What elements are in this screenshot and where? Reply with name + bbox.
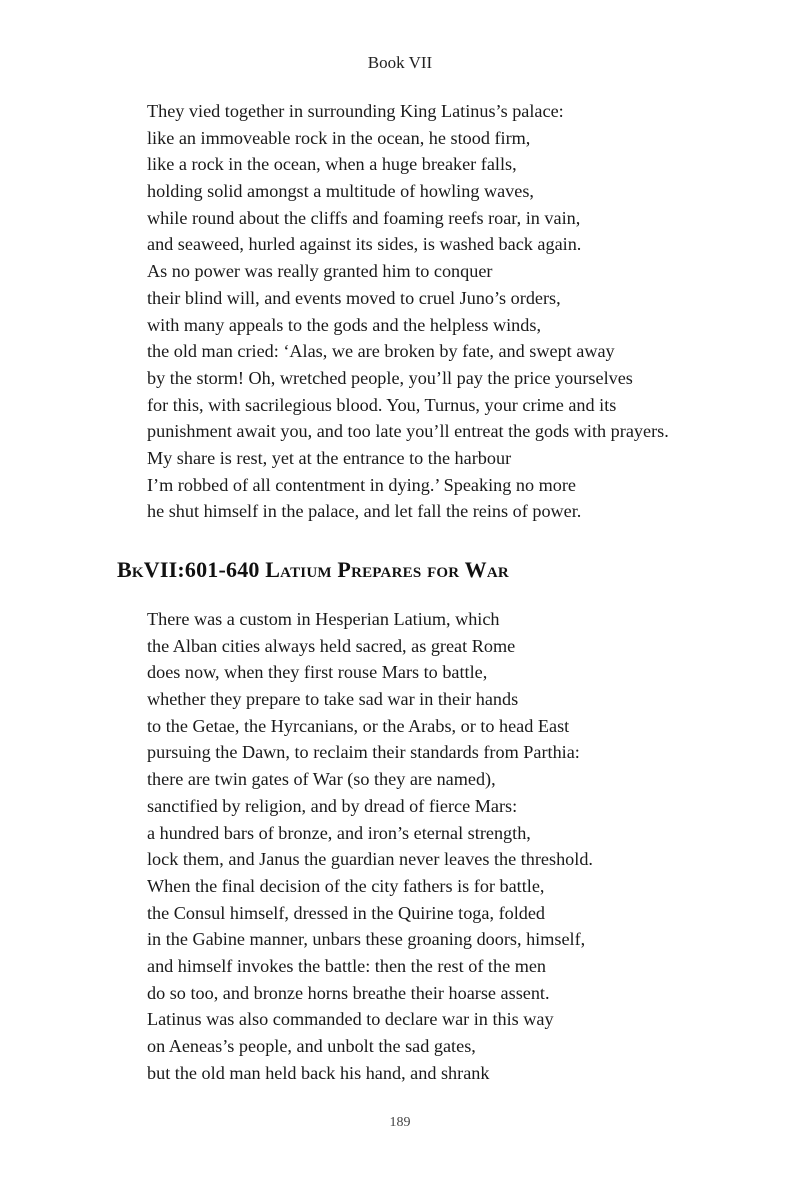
verse-line: the Consul himself, dressed in the Quirine toga, folded [147, 902, 546, 923]
verse-line: like an immoveable rock in the ocean, he stood firm, [147, 127, 531, 148]
verse-line: to the Getae, the Hyrcanians, or the Arabs, or to head East [147, 715, 570, 736]
verse-line: whether they prepare to take sad war in their hands [147, 689, 519, 710]
verse-line: pursuing the Dawn, to reclaim their standards from Parthia: [147, 742, 580, 763]
verse-line: by the storm! Oh, wretched people, you’ll pay the price yourselves [147, 367, 633, 388]
verse-line: in the Gabine manner, unbars these groaning doors, himself, [147, 929, 586, 950]
verse-line: Latinus was also commanded to declare war in this way [147, 1009, 554, 1030]
verse-line: I’m robbed of all contentment in dying.’ Speaking no more [147, 474, 576, 495]
verse-line: for this, with sacrilegious blood. You, Turnus, your crime and its [147, 394, 617, 415]
verse-line: like a rock in the ocean, when a huge breaker falls, [147, 154, 517, 175]
verse-line: When the final decision of the city fathers is for battle, [147, 875, 545, 896]
verse-line: the old man cried: ‘Alas, we are broken by fate, and swept away [147, 341, 615, 362]
verse-line: They vied together in surrounding King Latinus’s palace: [147, 101, 564, 121]
verse-line: but the old man held back his hand, and shrank [147, 1062, 490, 1083]
section-heading: BkVII:601-640 Latium Prepares for War [117, 557, 509, 582]
verse-line: a hundred bars of bronze, and iron’s eternal strength, [147, 822, 531, 843]
verse-line: the Alban cities always held sacred, as great Rome [147, 635, 516, 656]
verse-line: punishment await you, and too late you’ll entreat the gods with prayers. [147, 421, 669, 442]
verse-line: holding solid amongst a multitude of howling waves, [147, 181, 534, 202]
verse-line: there are twin gates of War (so they are named), [147, 769, 496, 790]
verse-line: There was a custom in Hesperian Latium, which [147, 609, 500, 629]
running-head: Book VII [367, 53, 433, 72]
verse-line: lock them, and Janus the guardian never leaves the threshold. [147, 849, 593, 870]
verse-line: My share is rest, yet at the entrance to the harbour [147, 447, 512, 468]
verse-line: with many appeals to the gods and the helpless winds, [147, 314, 541, 335]
verse-passage-1 [147, 98, 669, 525]
verse-line: and seaweed, hurled against its sides, is washed back again. [147, 234, 582, 255]
verse-line: do so too, and bronze horns breathe their hoarse assent. [147, 982, 550, 1003]
verse-line: their blind will, and events moved to cruel Juno’s orders, [147, 287, 561, 308]
verse-line: and himself invokes the battle: then the rest of the men [147, 955, 547, 976]
verse-passage-2 [147, 606, 593, 1086]
verse-line: on Aeneas’s people, and unbolt the sad gates, [147, 1036, 476, 1056]
verse-line: sanctified by religion, and by dread of fierce Mars: [147, 795, 518, 816]
verse-line: As no power was really granted him to conquer [147, 261, 493, 282]
page-number: 189 [389, 1115, 411, 1130]
verse-line: does now, when they first rouse Mars to battle, [147, 662, 488, 683]
verse-line: he shut himself in the palace, and let fall the reins of power. [147, 501, 582, 522]
verse-line: while round about the cliffs and foaming reefs roar, in vain, [147, 207, 581, 228]
